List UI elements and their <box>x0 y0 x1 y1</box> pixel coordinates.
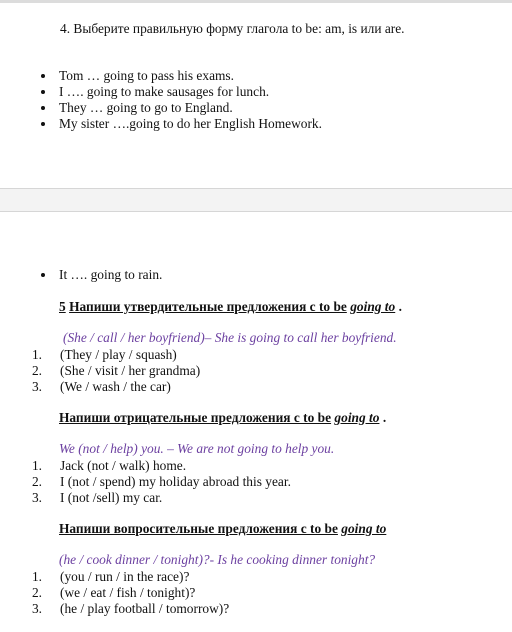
negative-heading-going: going to <box>334 410 380 425</box>
questions-heading-going: going to <box>341 521 387 536</box>
negative-item-1: Jack (not / walk) home. <box>60 458 187 473</box>
task4-item-1: Tom … going to pass his exams. <box>59 68 234 83</box>
task5-item-1: (They / play / squash) <box>60 347 177 362</box>
task5-heading-num: 5 <box>59 299 66 314</box>
task5-heading-end: . <box>398 299 402 314</box>
task5-example: (She / call / her boyfriend)– She is going to call her boyfriend. <box>63 330 397 345</box>
task5-item-3: (We / wash / the car) <box>60 379 171 394</box>
questions-heading-text: Напиши вопросительные предложения с to be <box>59 521 338 536</box>
negative-num-2: 2. <box>31 474 42 489</box>
page-top <box>0 0 512 188</box>
task4-item-5: It …. going to rain. <box>59 267 163 282</box>
task4-item-2: I …. going to make sausages for lunch. <box>59 84 270 99</box>
negative-num-3: 3. <box>31 490 42 505</box>
task5-num-2: 2. <box>31 363 42 378</box>
bullet-icon <box>41 122 45 126</box>
task5-heading-text: Напиши утвердительные предложения с to be <box>69 299 347 314</box>
task5-item-2: (She / visit / her grandma) <box>60 363 201 378</box>
bullet-icon <box>41 273 45 277</box>
task5-heading <box>59 299 402 314</box>
bullet-icon <box>41 90 45 94</box>
top-divider <box>0 0 512 3</box>
questions-item-3: (he / play football / tomorrow)? <box>60 601 230 616</box>
questions-example: (he / cook dinner / tonight)?- Is he cooking dinner tonight? <box>59 552 376 567</box>
questions-item-2: (we / eat / fish / tonight)? <box>60 585 196 600</box>
questions-num-2: 2. <box>31 585 42 600</box>
negative-heading-text: Напиши отрицательные предложения с to be <box>59 410 332 425</box>
negative-item-2: I (not / spend) my holiday abroad this year. <box>60 474 291 489</box>
task5-num-1: 1. <box>31 347 42 362</box>
page-bottom <box>0 212 512 632</box>
task4-item-3: They … going to go to England. <box>59 100 233 115</box>
negative-example: We (not / help) you. – We are not going to help you. <box>59 441 335 456</box>
negative-heading-end: . <box>382 410 387 425</box>
questions-item-1: (you / run / in the race)? <box>60 569 190 584</box>
task5-heading-going: going to <box>350 299 396 314</box>
task4-title: 4. Выберите правильную форму глагола to be: am, is или are. <box>60 21 405 36</box>
questions-num-3: 3. <box>31 601 42 616</box>
questions-num-1: 1. <box>31 569 42 584</box>
page-break <box>0 188 512 212</box>
bullet-icon <box>41 106 45 110</box>
negative-num-1: 1. <box>31 458 42 473</box>
questions-heading <box>59 521 386 536</box>
negative-heading <box>59 410 386 425</box>
bullet-icon <box>41 74 45 78</box>
task4-item-4: My sister ….going to do her English Homework. <box>59 116 322 131</box>
task5-num-3: 3. <box>31 379 42 394</box>
negative-item-3: I (not /sell) my car. <box>60 490 163 505</box>
